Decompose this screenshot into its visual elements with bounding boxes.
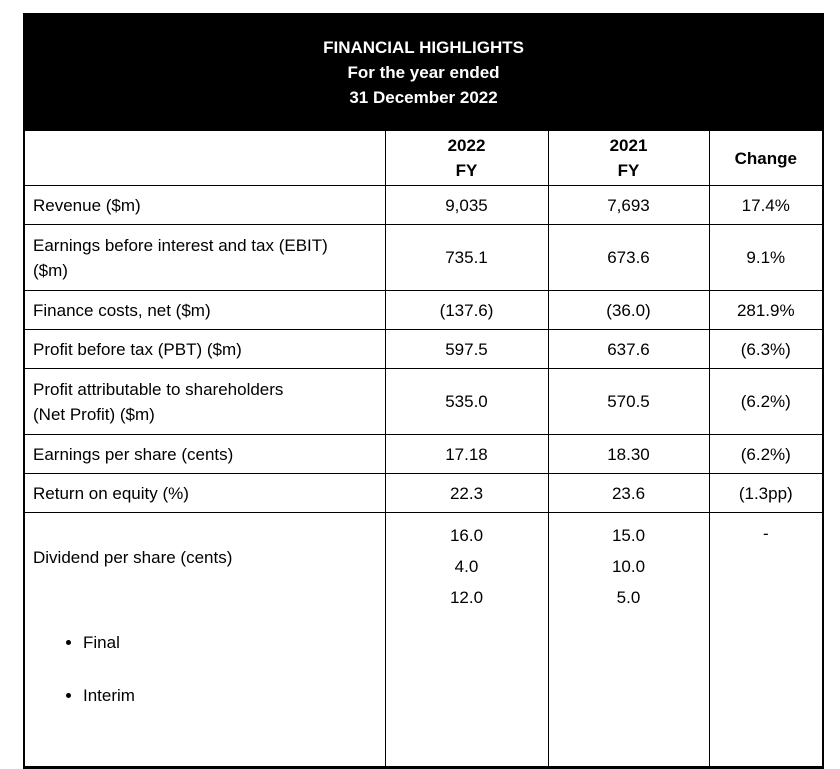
revenue-change: 17.4% [709,186,823,225]
title-banner-cell [24,14,823,131]
column-header-2021-fy: 2021 FY [548,131,709,186]
table-row-finance-costs [24,291,823,330]
financial-highlights-table [23,13,824,769]
dividend-interim-2021: 5.0 [616,588,641,607]
column-header-change: Change [709,131,823,186]
dividend-bullet-final: • Final [83,631,377,655]
dividend-final-2022: 4.0 [454,557,479,576]
column-header-2022-fy: 2022 FY [385,131,548,186]
roe-value-2021: 23.6 [548,474,709,513]
row-label-net-profit: Profit attributable to shareholders (Net Profit) ($m) [24,369,385,435]
eps-value-2021: 18.30 [548,435,709,474]
dividend-values-2022 [385,513,548,768]
row-label-pbt: Profit before tax (PBT) ($m) [24,330,385,369]
net-profit-change: (6.2%) [709,369,823,435]
roe-change: (1.3pp) [709,474,823,513]
dividend-change [709,513,823,768]
table-row-roe [24,474,823,513]
ebit-change: 9.1% [709,225,823,291]
row-label-finance-costs: Finance costs, net ($m) [24,291,385,330]
row-label-dividend [24,513,385,768]
row-label-ebit: Earnings before interest and tax (EBIT) ($m) [24,225,385,291]
eps-change: (6.2%) [709,435,823,474]
period-line-2: 31 December 2022 [349,88,498,107]
table-title-banner [24,14,823,131]
period-line-1: For the year ended [347,63,500,82]
dividend-interim-2022: 12.0 [449,588,484,607]
net-profit-value-2021: 570.5 [548,369,709,435]
ebit-value-2022: 735.1 [385,225,548,291]
dividend-total-2022: 16.0 [449,526,484,545]
finance-costs-value-2021: (36.0) [548,291,709,330]
table-row-eps [24,435,823,474]
pbt-value-2022: 597.5 [385,330,548,369]
revenue-value-2021: 7,693 [548,186,709,225]
dividend-final-2021: 10.0 [611,557,646,576]
finance-costs-change: 281.9% [709,291,823,330]
table-row-net-profit [24,369,823,435]
column-header-empty [24,131,385,186]
dividend-bullet-interim: • Interim [83,684,377,708]
eps-value-2022: 17.18 [385,435,548,474]
roe-value-2022: 22.3 [385,474,548,513]
table-row-dividend [24,513,823,768]
dividend-values-2021 [548,513,709,768]
dividend-bullet-list [33,604,377,735]
revenue-value-2022: 9,035 [385,186,548,225]
column-header-row [24,131,823,186]
ebit-value-2021: 673.6 [548,225,709,291]
dividend-label: Dividend per share (cents) [33,548,233,567]
table-title: FINANCIAL HIGHLIGHTS [323,38,524,57]
row-label-eps: Earnings per share (cents) [24,435,385,474]
pbt-value-2021: 637.6 [548,330,709,369]
finance-costs-value-2022: (137.6) [385,291,548,330]
row-label-revenue: Revenue ($m) [24,186,385,225]
table-row-revenue [24,186,823,225]
row-label-roe: Return on equity (%) [24,474,385,513]
pbt-change: (6.3%) [709,330,823,369]
table-row-ebit [24,225,823,291]
dividend-change-dash: - [762,524,769,543]
table-row-pbt [24,330,823,369]
dividend-total-2021: 15.0 [611,526,646,545]
net-profit-value-2022: 535.0 [385,369,548,435]
